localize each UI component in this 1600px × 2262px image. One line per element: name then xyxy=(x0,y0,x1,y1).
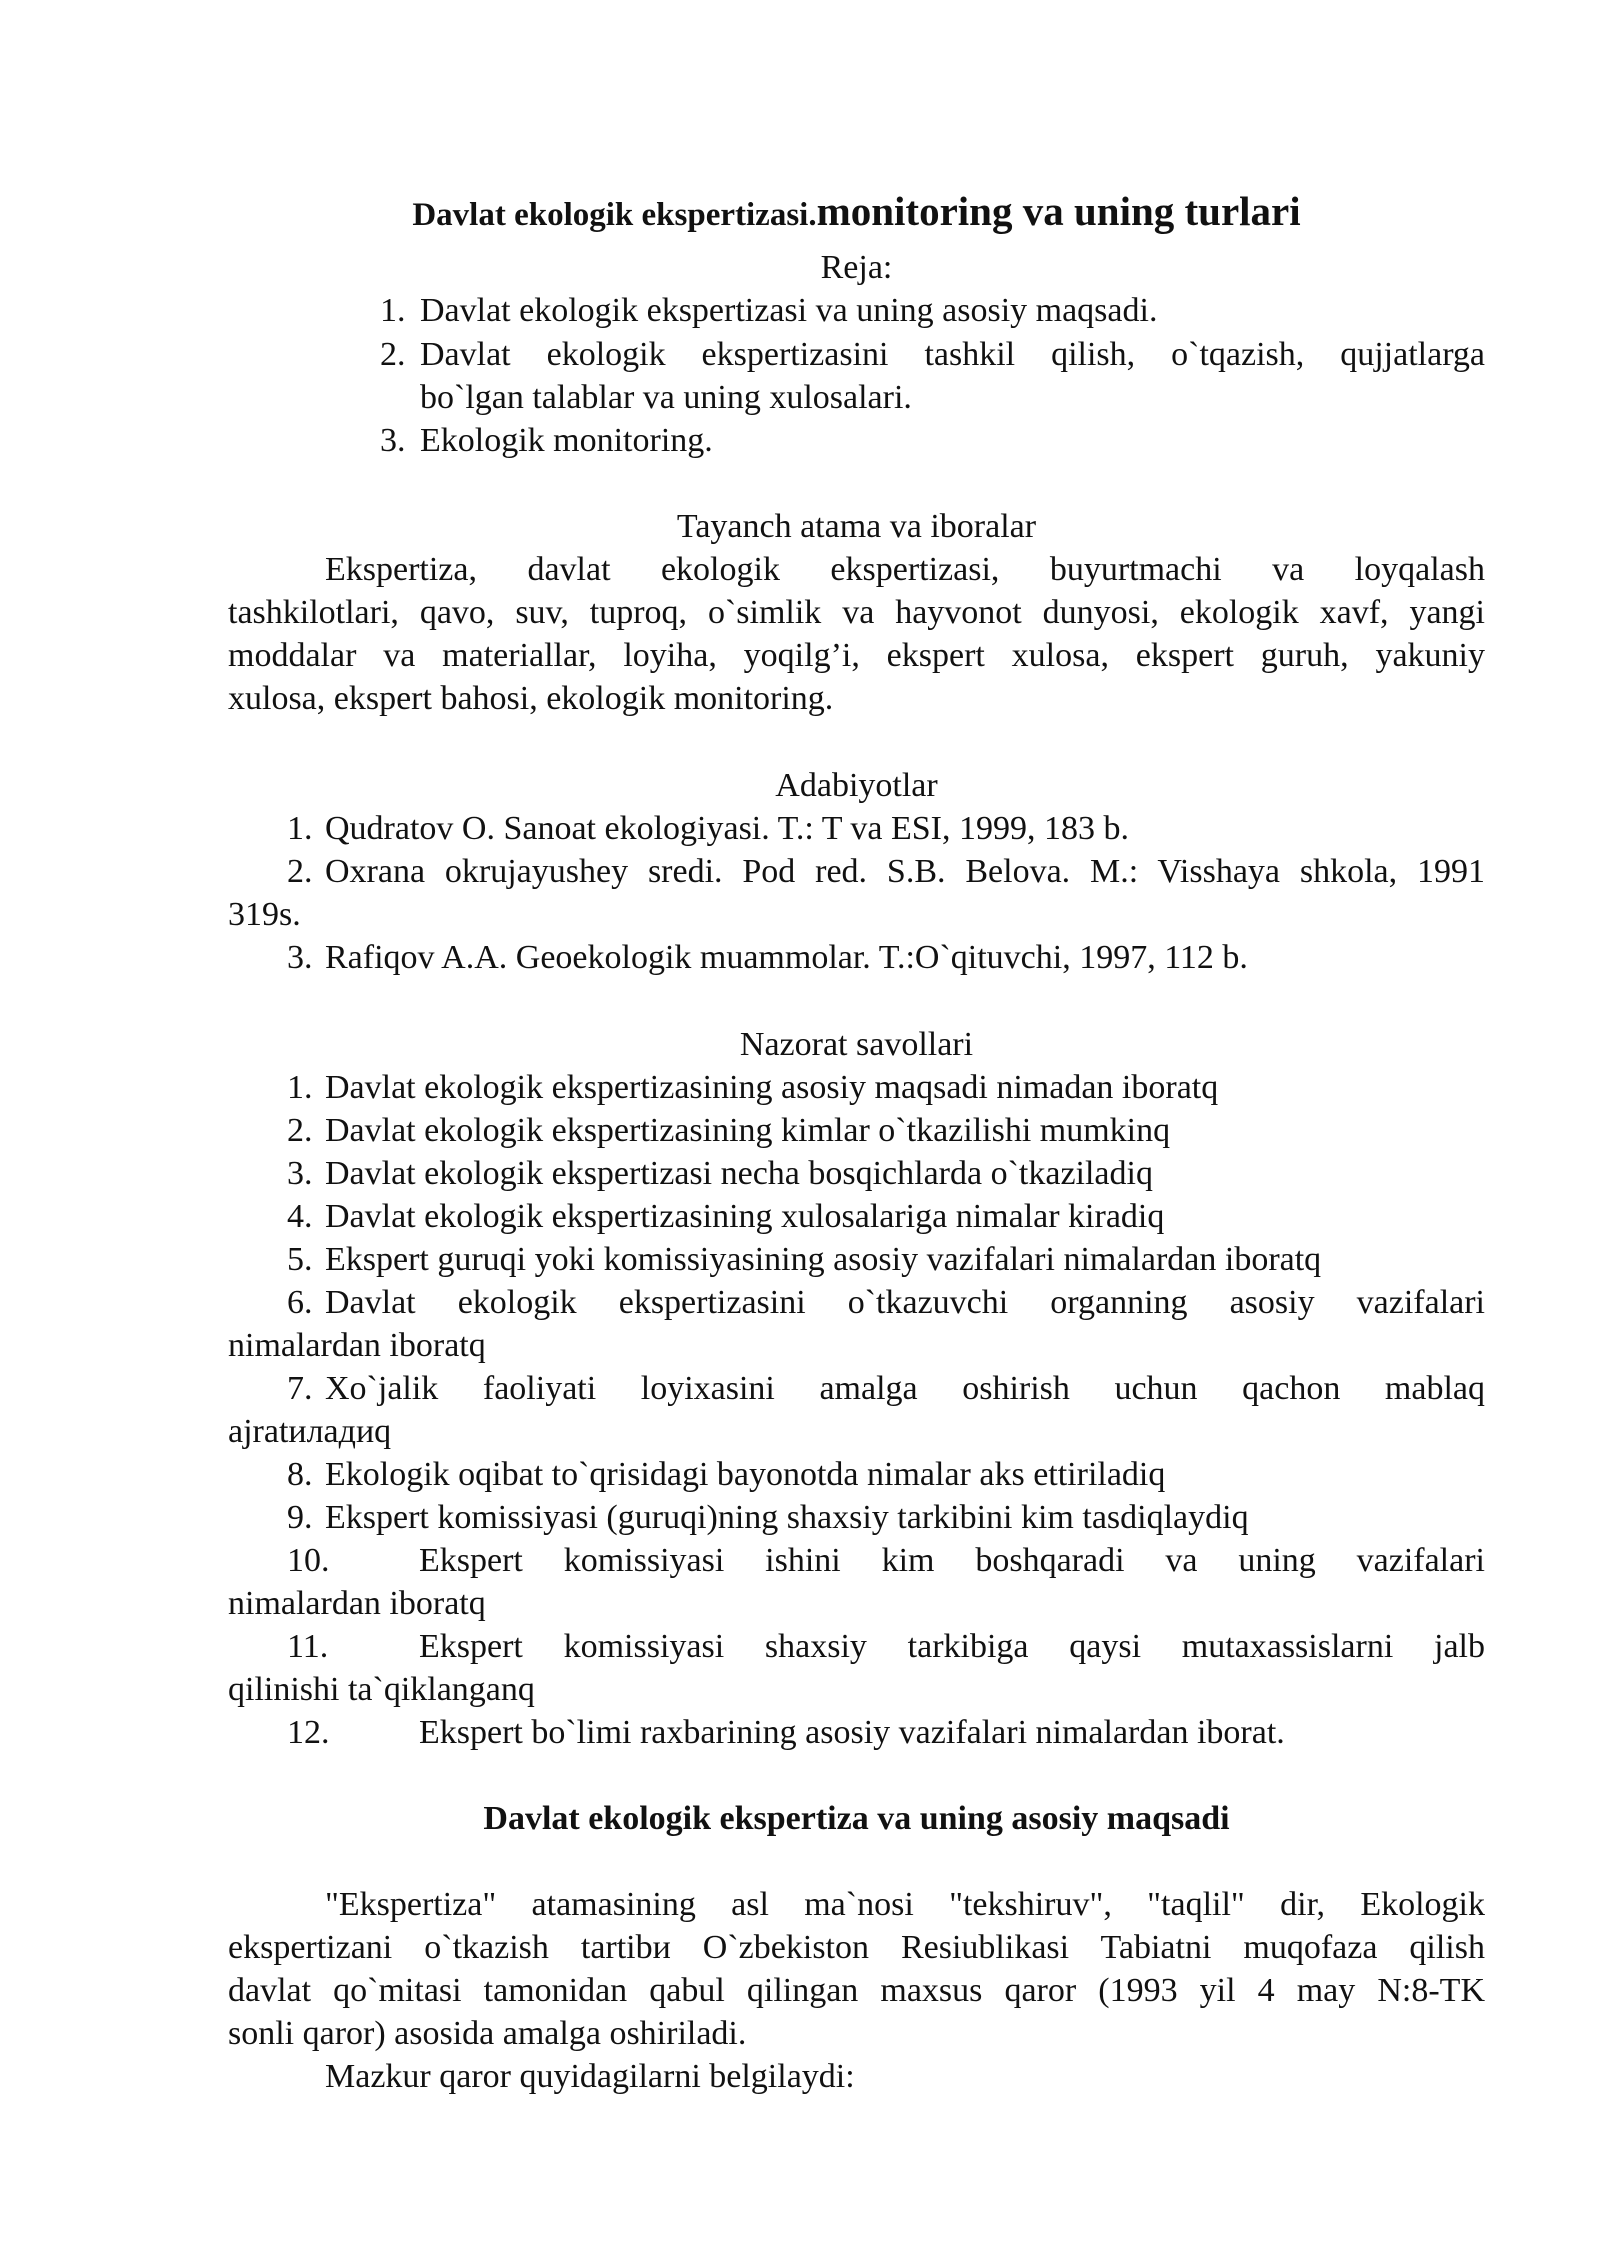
question-2-text: Davlat ekologik ekspertizasining kimlar o`tkazilishi mumkinq xyxy=(325,1112,1171,1149)
question-7-number: 7. xyxy=(287,1370,313,1407)
question-12-text: Ekspert bo`limi raxbarining asosiy vazifalari nimalardan iborat. xyxy=(419,1714,1285,1751)
literature-item-1-number: 1. xyxy=(287,810,313,847)
question-6-number: 6. xyxy=(287,1284,313,1321)
section-paragraph-line-3: davlat qo`mitasi tamonidan qabul qilingan maxsus qaror (1993 yil 4 may N:8-TK xyxy=(228,1972,1485,2009)
question-4-number: 4. xyxy=(287,1198,313,1235)
keywords-line-4: xulosa, ekspert bahosi, ekologik monitoring. xyxy=(228,680,834,717)
question-11-number: 11. xyxy=(287,1628,329,1665)
section-paragraph-line-2: ekspertizani o`tkazish tartibи O`zbekiston Resiublikasi Tabiatni muqofaza qilish xyxy=(228,1929,1485,1966)
section-heading: Davlat ekologik ekspertiza va uning asosiy maqsadi xyxy=(483,1800,1230,1837)
literature-item-3-number: 3. xyxy=(287,939,313,976)
question-7-text-line-1: Xo`jalik faoliyati loyixasini amalga oshirish uchun qachon mablaq xyxy=(325,1370,1485,1407)
question-7-text-line-2: ajratиладиq xyxy=(228,1413,392,1450)
literature-item-2-text-line-2: 319s. xyxy=(228,896,301,933)
keywords-line-1: Ekspertiza, davlat ekologik ekspertizasi, buyurtmachi va loyqalash xyxy=(325,551,1485,588)
section-paragraph-line-4: sonli qaror) asosida amalga oshiriladi. xyxy=(228,2015,747,2052)
question-10-text-line-2: nimalardan iboratq xyxy=(228,1585,486,1622)
question-1-text: Davlat ekologik ekspertizasining asosiy maqsadi nimadan iboratq xyxy=(325,1069,1219,1106)
keywords-line-2: tashkilotlari, qavo, suv, tuproq, o`simlik va hayvonot dunyosi, ekologik xavf, yangi xyxy=(228,594,1485,631)
question-10-number: 10. xyxy=(287,1542,330,1579)
question-5-text: Ekspert guruqi yoki komissiyasining asosiy vazifalari nimalardan iboratq xyxy=(325,1241,1322,1278)
keywords-line-3: moddalar va materiallar, loyiha, yoqilg’i, ekspert xulosa, ekspert guruh, yakuniy xyxy=(228,637,1485,674)
questions-heading: Nazorat savollari xyxy=(739,1026,974,1063)
question-8-text: Ekologik oqibat to`qrisidagi bayonotda nimalar aks ettiriladiq xyxy=(325,1456,1166,1493)
question-11-text-line-1: Ekspert komissiyasi shaxsiy tarkibiga qaysi mutaxassislarni jalb xyxy=(419,1628,1485,1665)
question-5-number: 5. xyxy=(287,1241,313,1278)
question-4-text: Davlat ekologik ekspertizasining xulosalariga nimalar kiradiq xyxy=(325,1198,1165,1235)
section-last-line: Mazkur qaror quyidagilarni belgilaydi: xyxy=(325,2058,855,2095)
literature-item-2-number: 2. xyxy=(287,853,313,890)
plan-heading: Reja: xyxy=(820,249,893,286)
question-2-number: 2. xyxy=(287,1112,313,1149)
question-12-number: 12. xyxy=(287,1714,330,1751)
question-3-text: Davlat ekologik ekspertizasi necha bosqichlarda o`tkaziladiq xyxy=(325,1155,1153,1192)
question-9-text: Ekspert komissiyasi (guruqi)ning shaxsiy tarkibini kim tasdiqlaydiq xyxy=(325,1499,1249,1536)
keywords-heading: Tayanch atama va iboralar xyxy=(676,508,1037,545)
question-3-number: 3. xyxy=(287,1155,313,1192)
literature-heading: Adabiyotlar xyxy=(775,767,938,804)
title-part-2: monitoring va uning turlari xyxy=(816,188,1301,234)
question-11-text-line-2: qilinishi ta`qiklanganq xyxy=(228,1671,535,1708)
plan-item-2-number: 2. xyxy=(380,336,406,373)
literature-item-3-text: Rafiqov A.A. Geoekologik muammolar. T.:O`qituvchi, 1997, 112 b. xyxy=(325,939,1248,976)
plan-item-2-text-line-2: bo`lgan talablar va uning xulosalari. xyxy=(420,379,912,416)
title-part-1: Davlat ekologik ekspertizasi. xyxy=(412,197,817,233)
question-6-text-line-2: nimalardan iboratq xyxy=(228,1327,486,1364)
section-paragraph-line-1: "Ekspertiza" atamasining asl ma`nosi "tekshiruv", "taqlil" dir, Ekologik xyxy=(325,1886,1485,1923)
plan-item-3-number: 3. xyxy=(380,422,406,459)
question-9-number: 9. xyxy=(287,1499,313,1536)
literature-item-2-text-line-1: Oxrana okrujayushey sredi. Pod red. S.B. Belova. M.: Visshaya shkola, 1991 xyxy=(325,853,1485,890)
plan-item-1-number: 1. xyxy=(380,292,406,329)
plan-item-2-text-line-1: Davlat ekologik ekspertizasini tashkil qilish, o`tqazish, qujjatlarga xyxy=(420,336,1485,373)
plan-item-3-text: Ekologik monitoring. xyxy=(420,422,713,459)
document-title xyxy=(228,189,1485,237)
question-1-number: 1. xyxy=(287,1069,313,1106)
literature-item-1-text: Qudratov O. Sanoat ekologiyasi. T.: T va ESI, 1999, 183 b. xyxy=(325,810,1129,847)
plan-item-1-text: Davlat ekologik ekspertizasi va uning asosiy maqsadi. xyxy=(420,292,1158,329)
question-10-text-line-1: Ekspert komissiyasi ishini kim boshqaradi va uning vazifalari xyxy=(419,1542,1485,1579)
question-6-text-line-1: Davlat ekologik ekspertizasini o`tkazuvchi organning asosiy vazifalari xyxy=(325,1284,1485,1321)
question-8-number: 8. xyxy=(287,1456,313,1493)
